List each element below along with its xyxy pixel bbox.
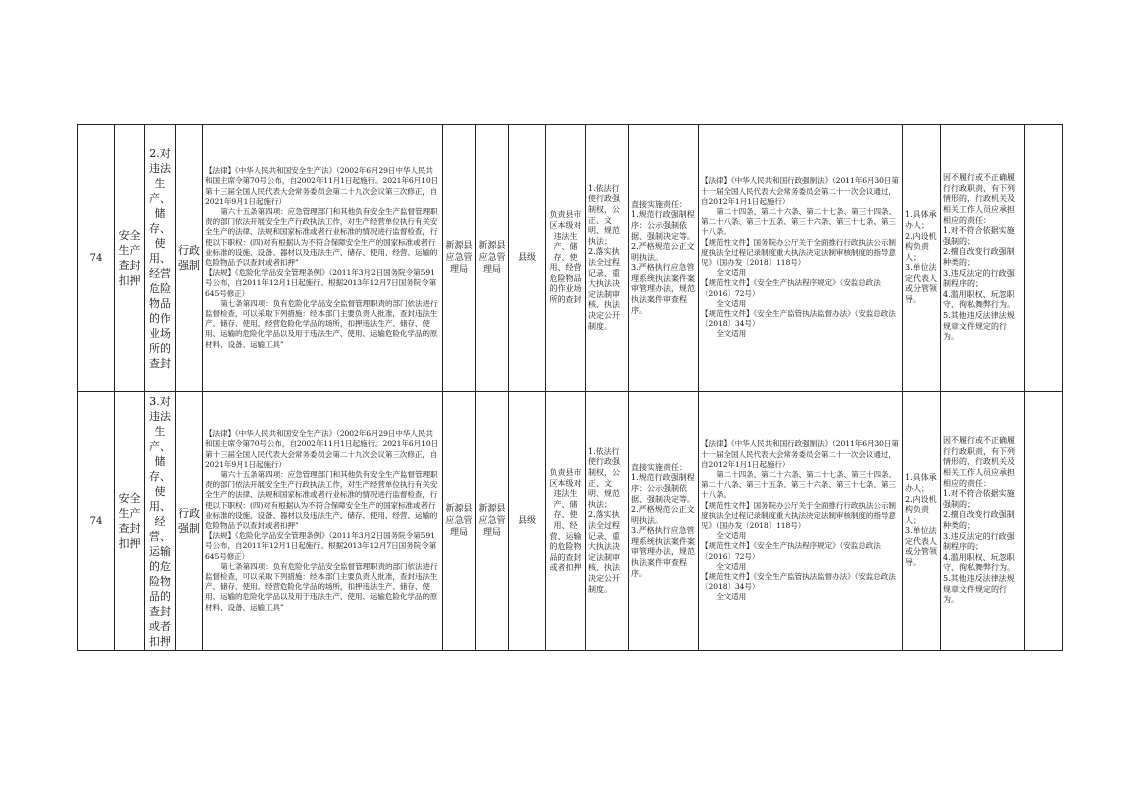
basis-regulation-article: 第七条第四项：负有危险化学品安全监督管理职责的部门依法进行监督检查，可以采取下列措施：经本部门主要负责人批准，查封违法生产、储存、使用、经营危险化学品的场所，扣押违法生产、储存、使用、运输的危险化学品以及用于违法生产、使用、运输危险化学品的原材料、设备、运输工具” [205, 561, 438, 612]
basis2-law-articles: 第二十四条、第二十六条、第二十七条、第三十四条、第二十八条、第三十五条、第三十六条、第三十七条、第三十八条。 [701, 469, 897, 500]
basis2-law: 【法律】《中华人民共和国行政强制法》（2011年6月30日第十一届全国人民代表大会常务委员会第二十一次会议通过，自2012年1月1日起施行） [701, 439, 899, 469]
scope: 负责县市区本级对违法生产、储存、使用、经营危险物品的作业场所的查封 [546, 125, 586, 392]
basis2-law-articles: 第二十四条、第二十六条、第二十七条、第三十四条、第二十八条、第三十五条、第三十六条、第三十七条、第三十八条。 [701, 206, 897, 237]
liability: 因不履行或不正确履行行政职责，有下列情形的，行政机关及相关工作人员应承担相应的责任： 1.对不符合依据实施强制的； 2.擅自改变行政强制种类的； 3.违反法定的行政强制程序的； 4.滥用职权、玩忽职守、徇私舞弊行为。 5.其他违反法律法规规章文件规定的行为。 [941, 392, 1025, 651]
responsibility: 直接实施责任： 1.规范行政强制程序：公示强制依据、强制决定等。 2.严格规范公正文明执法。 3.严格执行应急管理系统执法案件案审管理办法，规范执法案件审查程序。 [629, 125, 699, 392]
table-row [78, 392, 1063, 651]
basis2-doc-1: 【规范性文件】国务院办公厅关于全面推行行政执法公示制度执法全过程记录制度重大执法决定法制审核制度的指导意见》（国办发〔2018〕118号） [701, 237, 896, 267]
responsible-subjects: 1.具体承办人； 2.内设机构负责人； 3.单位法定代表人或分管领导。 [903, 125, 941, 392]
basis2-doc-2: 【规范性文件】《安全生产执法程序规定》（安监总政法〔2016〕72号） [701, 278, 881, 298]
admin-level: 县级 [509, 392, 546, 651]
table-row [78, 125, 1063, 392]
basis2-doc-1-scope: 全文适用 [716, 268, 747, 278]
basis2-doc-2-scope: 全文适用 [716, 561, 747, 571]
responsible-dept: 新源县应急管理局 [476, 125, 509, 392]
measures: 1.依法行使行政强制权，公正、文明、规范执法； 2.落实执法全过程记录、重大执法决定法制审核、执法决定公开制度。 [586, 125, 629, 392]
responsible-subjects: 1.具体承办人； 2.内设机构负责人； 3.单位法定代表人或分管领导。 [903, 392, 941, 651]
basis2-doc-3: 【规范性文件】《安全生产监管执法监督办法》（安监总政法〔2018〕34号） [701, 309, 896, 329]
basis2-doc-1-scope: 全文适用 [716, 531, 747, 541]
scope: 负责县市区本级对违法生产、储存、使用、经营、运输的危险物品的查封或者扣押 [546, 392, 586, 651]
basis2-doc-3-scope: 全文适用 [716, 329, 747, 339]
basis2-doc-3-scope: 全文适用 [716, 592, 747, 602]
basis-law-article: 第六十五条第四项：应急管理部门和其他负有安全生产监督管理职责的部门依法开展安全生产行政执法工作，对生产经营单位执行有关安全生产的法律、法规和国家标准或者行业标准的情况进行监督检查，行使以下职权：(四)对有根据认为不符合保障安全生产的国家标准或者行业标准的设施、设备、器材以及违法生产、储存、使用、经营、运输的危险物品予以查封或者扣押” [205, 469, 438, 530]
item-category: 安全生产查封扣押 [115, 392, 145, 651]
basis2-doc-2: 【规范性文件】《安全生产执法程序规定》（安监总政法〔2016〕72号） [701, 541, 881, 561]
note [1025, 392, 1063, 651]
basis-law: 【法律】《中华人民共和国安全生产法》（2002年6月29日中华人民共和国主席令第70号公布，自2002年11月1日起施行。2021年6月10日第十三届全国人民代表大会常务委员会第二十九次会议第三次修正，自2021年9月1日起施行） [205, 429, 439, 469]
item-category: 安全生产查封扣押 [115, 125, 145, 392]
basis2-law: 【法律】《中华人民共和国行政强制法》（2011年6月30日第十一届全国人民代表大会常务委员会第二十一次会议通过，自2012年1月1日起施行） [701, 176, 899, 206]
basis2-doc-3: 【规范性文件】《安全生产监管执法监督办法》（安监总政法〔2018〕34号） [701, 572, 896, 592]
item-type: 行政强制 [176, 125, 203, 392]
basis2-doc-2-scope: 全文适用 [716, 298, 747, 308]
responsibility-basis [699, 392, 903, 651]
legal-basis [203, 392, 443, 651]
basis-regulation: 【法规】《危险化学品安全管理条例》（2011年3月2日国务院令第591号公布，自2011年12月1日起施行。根据2013年12月7日国务院令第645号修正） [205, 268, 437, 298]
responsible-dept: 新源县应急管理局 [476, 392, 509, 651]
liability: 因不履行或不正确履行行政职责，有下列情形的，行政机关及相关工作人员应承担相应的责任： 1.对不符合依据实施强制的； 2.擅自改变行政强制种类的； 3.违反法定的行政强制程序的； 4.滥用职权、玩忽职守、徇私舞弊行为。 5.其他违反法律法规规章文件规定的行为。 [941, 125, 1025, 392]
measures: 1.依法行使行政强制权，公正、文明、规范执法； 2.落实执法全过程记录、重大执法决定法制审核、执法决定公开制度。 [586, 392, 629, 651]
basis-regulation: 【法规】《危险化学品安全管理条例》（2011年3月2日国务院令第591号公布，自2011年12月1日起施行。根据2013年12月7日国务院令第645号修正） [205, 531, 437, 561]
basis-regulation-article: 第七条第四项：负有危险化学品安全监督管理职责的部门依法进行监督检查，可以采取下列措施：经本部门主要负责人批准，查封违法生产、储存、使用、经营危险化学品的场所，扣押违法生产、储存、使用、运输的危险化学品以及用于违法生产、使用、运输危险化学品的原材料、设备、运输工具” [205, 298, 438, 349]
basis-law: 【法律】《中华人民共和国安全生产法》（2002年6月29日中华人民共和国主席令第70号公布，自2002年11月1日起施行。2021年6月10日第十三届全国人民代表大会常务委员会第二十九次会议第三次修正，自2021年9月1日起施行） [205, 166, 439, 206]
row-number: 74 [78, 392, 115, 651]
implementing-dept: 新源县应急管理局 [443, 392, 476, 651]
row-number: 74 [78, 125, 115, 392]
note [1025, 125, 1063, 392]
item-name: 3.对违法生产、储存、使用、经营、运输的危险物品的查封或者扣押 [145, 392, 176, 651]
responsibility-basis [699, 125, 903, 392]
item-name: 2.对违法生产、储存、使用、经营危险物品的作业场所的查封 [145, 125, 176, 392]
basis2-doc-1: 【规范性文件】国务院办公厅关于全面推行行政执法公示制度执法全过程记录制度重大执法决定法制审核制度的指导意见》（国办发〔2018〕118号） [701, 500, 896, 530]
item-type: 行政强制 [176, 392, 203, 651]
responsibility: 直接实施责任： 1.规范行政强制程序：公示强制依据、强制决定等。 2.严格规范公正文明执法。 3.严格执行应急管理系统执法案件案审管理办法，规范执法案件审查程序。 [629, 392, 699, 651]
admin-level: 县级 [509, 125, 546, 392]
implementing-dept: 新源县应急管理局 [443, 125, 476, 392]
duty-table [77, 124, 1063, 651]
basis-law-article: 第六十五条第四项：应急管理部门和其他负有安全生产监督管理职责的部门依法开展安全生产行政执法工作，对生产经营单位执行有关安全生产的法律、法规和国家标准或者行业标准的情况进行监督检查，行使以下职权：(四)对有根据认为不符合保障安全生产的国家标准或者行业标准的设施、设备、器材以及违法生产、储存、使用、经营、运输的危险物品予以查封或者扣押” [205, 206, 438, 267]
legal-basis [203, 125, 443, 392]
